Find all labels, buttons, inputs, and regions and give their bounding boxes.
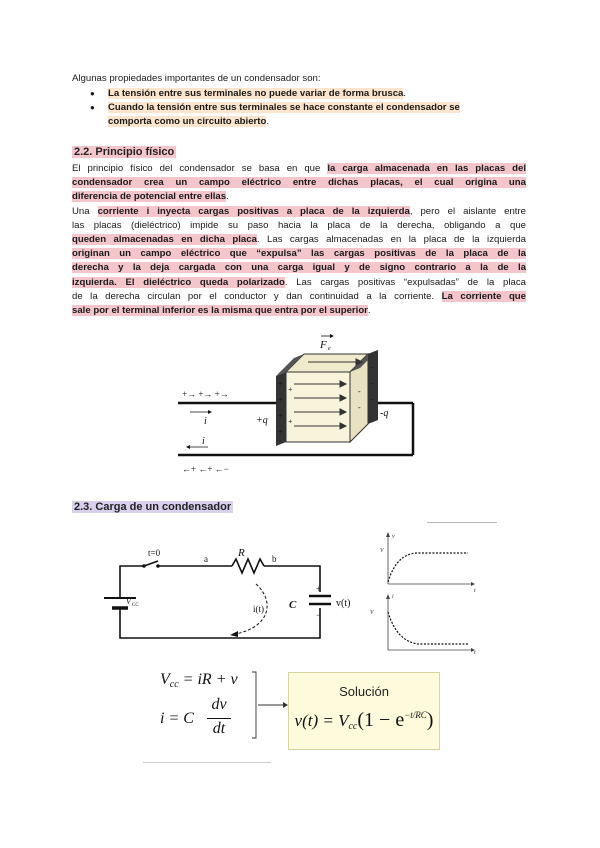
list-item: ● La tensión entre sus terminales no puede variar de forma brusca. [90,87,530,101]
bottom-charges: ←+ ←+ ←− [182,464,229,474]
section-heading-principio: 2.2. Principio físico [74,146,175,158]
svg-text:-: - [358,403,361,412]
equation-bracket [240,668,290,742]
current-label: i [204,416,207,427]
response-graph [364,528,484,656]
solution-equation: $v(t) = Vcc(1 - e^{-t/RC})$ [294,709,434,732]
divider-line [427,522,497,523]
svg-text:+: + [278,427,283,436]
solution-title: Solución [339,684,389,699]
right-charge-label: -q [380,408,389,419]
solution-box [288,672,440,750]
document-page: Algunas propiedades importantes de un condensador son: ● La tensión entre sus terminales no puede variar de forma brusca. ● Cuando la tensión entre sus terminales se hace constante el condensador se comporta como un circuito abierto. 2.2. Principio físico El principio físico del condensador se basa en que la carga almacenada en las placas del condensador crea un campo eléctrico entre dichas placas, el cual origina una diferencia de potencial entre ellas. Una corriente i inyecta cargas positivas a placa de la izquierda, pero el aislante entre las placas (dieléctrico) impide su paso hacia la placa de la derecha, obligando a que queden almacenadas en dicha placa. Las cargas almacenadas en la placa de la izquierda originan un campo eléctrico que “expulsa” las cargas positivas de la placa de la derecha y la deja cargada con una carga igual y de signo contrario a la de la izquierda. El dieléctrico queda polarizado. Las cargas positivas “expulsadas” de la placa de la derecha circulan por el conductor y dan continuidad a la corriente. La corriente que sale por el terminal inferior es la misma que entra por el superior. + + + + + + - - - - - F e +→ +→ +→ i +q -q i ←+ ←+ ←− 2.3. Carga de un condensador t=0 a b R V CC i(t) C v(t) + − v V t i V t Vcc = iR + v i = C dv dt Solución $v(t) = Vcc(1 - e^{-t/RC})$ [0,0,600,848]
field-subscript: e [328,346,331,352]
svg-text:+: + [288,385,293,394]
paragraph-principio-1: El principio físico del condensador se basa en que la carga almacenada en las placas del condensador crea un campo eléctrico entre dichas placas, el cual origina una diferencia de potencial entre ellas. Una corriente i inyecta cargas positivas a placa de la izquierda, pero el aislante entre las placas (dieléctrico) impide su paso hacia la placa de la derecha, obligando a que queden almacenadas en dicha placa. Las cargas almacenadas en la placa de la izquierda originan un campo eléctrico que “expulsa” las cargas positivas de la placa de la derecha y la deja cargada con una carga igual y de signo contrario a la de la izquierda. El dieléctrico queda polarizado. Las cargas positivas “expulsadas” de la placa de la derecha circulan por el conductor y dan continuidad a la corriente. La corriente que sale por el terminal inferior es la misma que entra por el superior. [72,163,527,317]
capacitor-figure [168,330,438,480]
node-b-label: b [272,554,277,564]
svg-text:+: + [278,379,283,388]
cap-plus: + [316,584,322,594]
list-item: ● Cuando la tensión entre sus terminales se hace constante el condensador se comporta como un circuito abierto. [90,101,530,129]
equation-kvl: Vcc = iR + v [160,671,238,690]
svg-text:-: - [371,379,374,388]
graph-v-label: v [392,534,395,540]
graph-i-label: i [392,594,394,600]
svg-text:-: - [371,395,374,404]
graph-ir-label: V [370,610,374,616]
cap-minus: − [316,610,322,620]
left-charge-label: +q [256,415,268,426]
bottom-current-label: i [202,436,205,447]
intro-text: Algunas propiedades importantes de un condensador son: [72,73,321,84]
section-heading-carga: 2.3. Carga de un condensador [74,501,232,513]
footer-divider [143,762,271,763]
properties-list [90,87,530,130]
graph-vcc-label: V [380,548,384,554]
top-charges: +→ +→ +→ [182,389,229,399]
svg-text:+: + [278,395,283,404]
field-label: F [320,339,327,351]
rc-circuit-diagram [96,542,356,654]
svg-text:-: - [358,387,361,396]
resistor-label: R [238,547,245,559]
node-a-label: a [204,554,208,564]
graph-t2-label: t [474,650,476,656]
graph-t-label: t [474,588,476,594]
switch-label: t=0 [148,548,161,558]
source-subscript: CC [132,603,139,608]
capacitor-label: C [289,599,297,611]
capacitor-voltage-label: v(t) [336,598,351,609]
current-loop-label: i(t) [253,604,264,614]
source-label: V [126,597,131,606]
svg-text:-: - [371,363,374,372]
svg-text:+: + [288,417,293,426]
svg-text:+: + [278,411,283,420]
